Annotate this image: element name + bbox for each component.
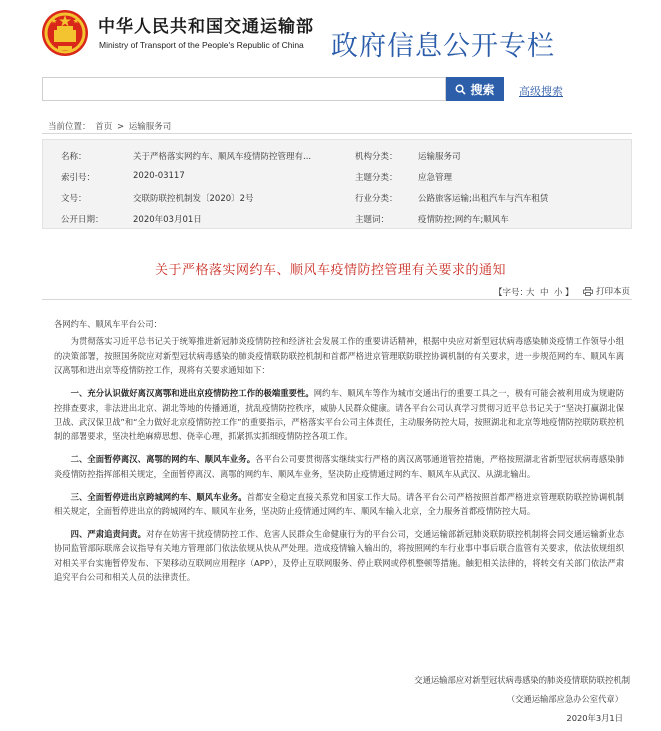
paragraph-4-heading: 四、严肃追责问责。 [70,528,147,539]
print-label: 打印本页 [596,287,631,297]
site-title: 政府信息公开专栏 [331,31,555,62]
font-large-button[interactable]: 大 [526,288,535,298]
meta-value: 公路旅客运输;出租汽车与汽车租赁 [418,194,549,204]
print-button[interactable] [583,285,630,297]
signature-organization: 交通运输部应对新型冠状病毒感染的肺炎疫情联防联控机制 [414,675,630,685]
meta-key: 文号： [61,194,87,204]
signature-seal-note: （交通运输部应急办公室代章） [506,694,623,704]
meta-row [43,165,633,185]
font-size-close: 】 [565,288,574,298]
site-header [0,0,661,72]
meta-row [43,186,633,206]
breadcrumb [48,120,173,132]
meta-value: 2020年03月01日 [133,215,202,225]
meta-key: 行业分类： [355,194,398,204]
breadcrumb-divider [42,133,632,134]
paragraph-3-heading: 三、全面暂停进出京跨城网约车、顺风车业务。 [70,491,247,502]
document-body [54,317,624,593]
paragraph-1-body: 网约车、顺风车等作为城市交通出行的重要工具之一，极有可能会被利用成为规避防控排查要求，非法进出北京、湖北等地的传播通道，扰乱疫情防控秩序，威胁人民群众健康。请各平台公司认真学习贯彻习近平总书记关于“坚决打赢湖北保卫战、武汉保卫战”和“全力做好北京疫情防控工作”的重要指示，严格落实平台公司主体责任，主动服务防控大局，按照湖北和北京等地疫情防控联防联控机制的部署要求，坚决杜绝麻痹思想、侥幸心理，抓紧抓实抓细疫情防控各项工作。 [54,388,624,442]
intro-paragraph: 为贯彻落实习近平总书记关于统筹推进新冠肺炎疫情防控和经济社会发展工作的重要讲话精神，根据中央应对新型冠状病毒感染肺炎疫情工作领导小组的决策部署，按照国务院应对新型冠状病毒感染的肺炎疫情联防联控机制和首都严格进京管理联防联控协调机制的有关要求，进一步规范网约车、顺风车离汉离鄂和进出京等疫情防控工作，现将有关要求通知如下： [54,336,624,376]
national-emblem-icon[interactable] [40,8,90,58]
search-icon [455,84,466,95]
meta-key: 机构分类： [355,152,398,162]
breadcrumb-prefix: 当前位置： [48,122,91,132]
font-size-label: 【字号： [494,288,529,298]
meta-key: 公开日期： [61,215,104,225]
meta-key: 主题词： [355,215,390,225]
paragraph-2-heading: 二、全面暂停离汉、离鄂的网约车、顺风车业务。 [70,454,256,465]
meta-row [43,207,633,227]
document-tools [42,282,632,300]
font-medium-button[interactable]: 中 [540,288,549,298]
search-input[interactable] [42,77,446,101]
meta-value: 应急管理 [418,173,453,183]
meta-value: 运输服务司 [418,152,461,162]
paragraph-2 [54,452,624,481]
meta-row [43,144,633,164]
printer-icon [583,287,593,296]
search-button[interactable] [446,77,504,101]
advanced-search-link[interactable]: 高级搜索 [519,85,563,98]
paragraph-3-body: 首都安全稳定直接关系党和国家工作大局。请各平台公司严格按照首都严格进京管理联防联控协调机制相关规定，全面暂停进出京的跨城网约车、顺风车业务，坚决防止疫情通过网约车、顺风车输入北京，全力服务首都疫情防控大局。 [54,491,624,516]
meta-value: 交联防联控机制发〔2020〕2号 [133,194,254,204]
ministry-name-en: Ministry of Transport of the People's Republic of China [99,40,304,50]
document-title: 关于严格落实网约车、顺风车疫情防控管理有关要求的通知 [154,263,506,278]
salutation: 各网约车、顺风车平台公司： [54,319,162,329]
paragraph-4 [54,527,624,585]
breadcrumb-section-link[interactable]: 运输服务司 [128,122,172,132]
signature-date: 2020年3月1日 [566,713,623,723]
font-small-button[interactable]: 小 [554,288,563,298]
meta-key: 名称： [61,152,87,162]
breadcrumb-home-link[interactable]: 首页 [95,122,113,132]
document-metadata [42,139,632,229]
search-button-label: 搜索 [470,82,495,97]
meta-key: 索引号： [61,173,96,183]
meta-value: 关于严格落实网约车、顺风车疫情防控管理有... [133,152,312,162]
breadcrumb-separator: > [116,122,125,132]
paragraph-2-body: 各平台公司要贯彻落实继续实行严格的离汉离鄂通道管控措施，严格按照湖北省新型冠状病毒感染肺炎疫情防控指挥部相关规定，全面暂停离汉、离鄂的网约车、顺风车业务，坚决防止疫情通过网约车、顺风车从武汉、从湖北输出。 [54,454,624,479]
paragraph-3 [54,490,624,519]
meta-value: 疫情防控;网约车;顺风车 [418,215,509,225]
paragraph-1-heading: 一、充分认识做好离汉离鄂和进出京疫情防控工作的极端重要性。 [70,388,314,399]
meta-value: 2020-03117 [133,171,185,181]
meta-key: 主题分类： [355,173,398,183]
paragraph-1 [54,386,624,444]
paragraph-4-body: 对存在妨害干扰疫情防控工作、危害人民群众生命健康行为的平台公司，交通运输部新冠肺炎联防联控机制将会同交通运输新业态协同监管部际联席会议指导有关地方管理部门依法依规从快从严处理。造成疫情输入输出的，将按照网约车行业事中事后联合监管有关要求，依法依规组织对相关平台实施暂停发布、下架移动互联网应用程序（APP），及停止互联网服务、停止联网或停机整顿等措施。触犯相关法律的，将转交有关部门依法严肃追究平台公司和相关人员的法律责任。 [54,528,624,583]
ministry-name-cn: 中华人民共和国交通运输部 [98,17,314,37]
